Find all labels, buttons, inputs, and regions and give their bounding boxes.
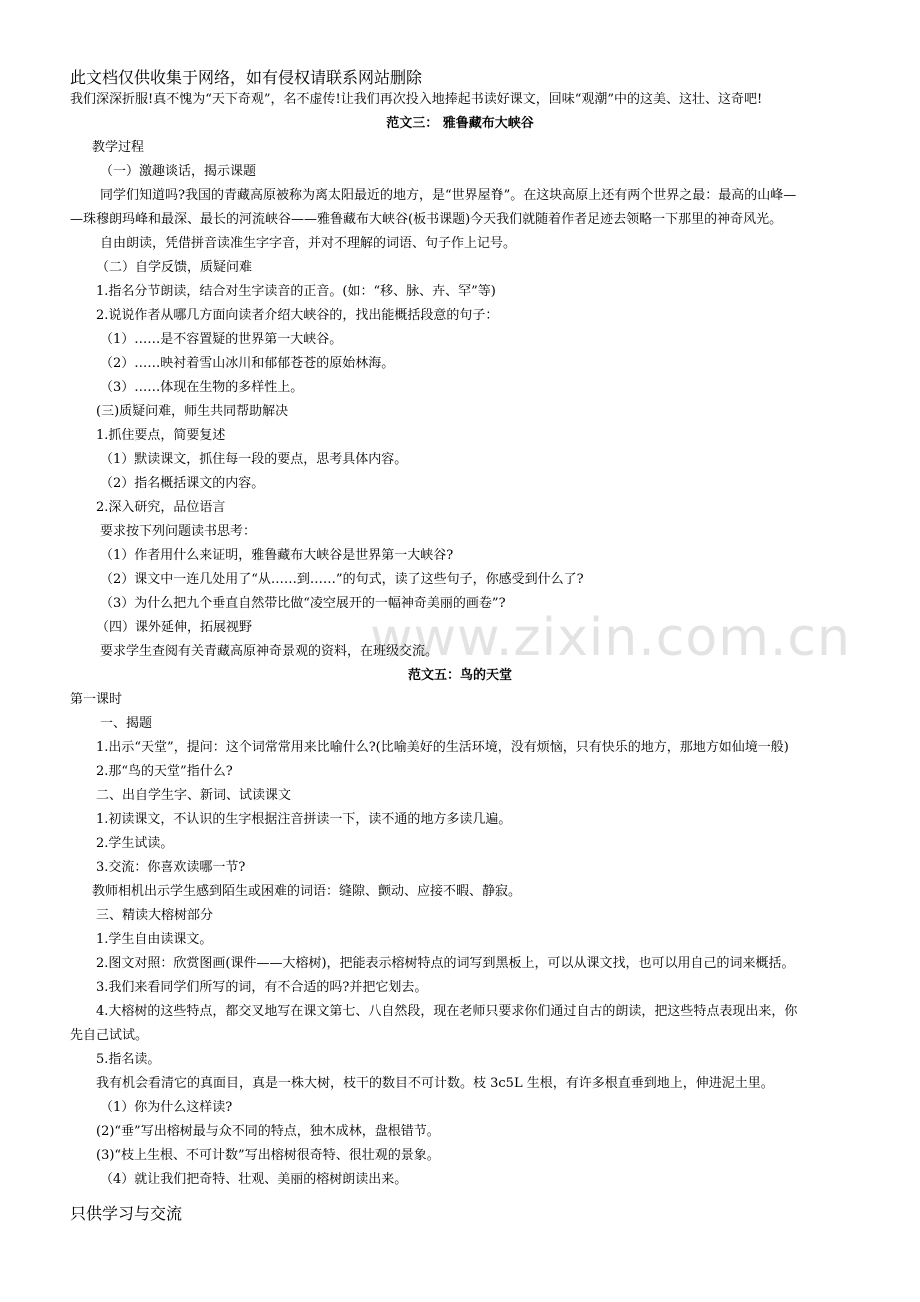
section3-line: 自由朗读，凭借拼音读准生字字音，并对不理解的词语、句子作上记号。 xyxy=(100,236,517,251)
section5-line: (3)“枝上生根、不可计数”写出榕树很奇特、很壮观的景象。 xyxy=(96,1148,440,1163)
section3-line: 2.说说作者从哪几方面向读者介绍大峡谷的，找出能概括段意的句子： xyxy=(96,308,499,323)
section5-line: 1.初读课文，不认识的生字根据注音拼读一下，读不通的地方多读几遍。 xyxy=(96,812,512,827)
section3-line: （3）……体现在生物的多样性上。 xyxy=(100,380,304,395)
section3-line: 1.抓住要点，简要复述 xyxy=(96,428,226,443)
footer-note: 只供学习与交流 xyxy=(70,1204,183,1223)
section3-line: （1）……是不容置疑的世界第一大峡谷。 xyxy=(100,332,343,347)
section3-line: 要求按下列问题读书思考： xyxy=(100,524,257,539)
section5-line: （4）就让我们把奇特、壮观、美丽的榕树朗读出来。 xyxy=(100,1172,408,1187)
section3-line: 1.指名分节朗读，结合对生字读音的正音。(如：“移、脉、卉、罕”等) xyxy=(96,284,496,299)
section5-line: 第一课时 xyxy=(70,692,123,707)
section3-line: (三)质疑问难，师生共同帮助解决 xyxy=(96,404,289,419)
watermark: www.zixin.com.cn xyxy=(370,608,851,668)
section5-line: （1）你为什么这样读? xyxy=(100,1100,233,1115)
section5-line: 一、揭题 xyxy=(100,716,153,731)
disclaimer-header: 此文档仅供收集于网络，如有侵权请联系网站删除 xyxy=(70,68,423,87)
section3-line: （一）激趣谈话，揭示课题 xyxy=(100,164,257,179)
section5-line: 我有机会看清它的真面目，真是一株大树，枝干的数目不可计数。枝 3c5L 生根，有许多根直垂到地上，伸进泥土里。 xyxy=(96,1076,774,1091)
section3-line: —珠穆朗玛峰和最深、最长的河流峡谷——雅鲁藏布大峡谷(板书课题)今天我们就随着作者足迹去领略一下那里的神奇风光。 xyxy=(70,212,783,227)
section3-line: （3）为什么把九个垂直自然带比做“凌空展开的一幅神奇美丽的画卷”? xyxy=(100,596,506,611)
section3-line: 2.深入研究，品位语言 xyxy=(96,500,226,515)
section5-line: 2.图文对照：欣赏图画(课件——大榕树)，把能表示榕树特点的词写到黑板上，可以从课文找，也可以用自己的词来概括。 xyxy=(96,956,795,971)
section3-line: （二）自学反馈，质疑问难 xyxy=(96,260,253,275)
section3-line: （1）默读课文，抓住每一段的要点，思考具体内容。 xyxy=(100,452,408,467)
section3-line: （2）……映衬着雪山冰川和郁郁苍苍的原始林海。 xyxy=(100,356,395,371)
section3-title: 范文三： 雅鲁藏布大峡谷 xyxy=(386,116,534,131)
section5-line: 先自己试试。 xyxy=(70,1028,149,1043)
section5-line: 2.那“鸟的天堂”指什么? xyxy=(96,764,233,779)
section5-line: 3.交流：你喜欢读哪一节? xyxy=(96,860,246,875)
section3-line: 要求学生查阅有关青藏高原神奇景观的资料，在班级交流。 xyxy=(100,644,439,659)
section5-line: 1.学生自由读课文。 xyxy=(96,932,213,947)
section3-line: （四）课外延伸，拓展视野 xyxy=(96,620,253,635)
section5-line: 5.指名读。 xyxy=(96,1052,161,1067)
section3-line: （2）课文中一连几处用了“从……到……”的句式，读了这些句子，你感受到什么了? xyxy=(100,572,584,587)
section3-line: （1）作者用什么来证明，雅鲁藏布大峡谷是世界第一大峡谷? xyxy=(100,548,454,563)
section5-line: 三、精读大榕树部分 xyxy=(96,908,214,923)
intro-paragraph: 我们深深折服!真不愧为“天下奇观”，名不虚传!让我们再次投入地捧起书读好课文，回味“观潮”中的这美、这壮、这奇吧! xyxy=(70,92,763,107)
section3-line: （2）指名概括课文的内容。 xyxy=(100,476,265,491)
section5-line: 3.我们来看同学们所写的词，有不合适的吗?并把它划去。 xyxy=(96,980,428,995)
section3-line: 教学过程 xyxy=(92,140,145,155)
section5-line: (2)“垂”写出榕树最与众不同的特点，独木成林，盘根错节。 xyxy=(96,1124,440,1139)
section5-line: 2.学生试读。 xyxy=(96,836,174,851)
section5-line: 二、出自学生字、新词、试读课文 xyxy=(96,788,292,803)
section5-line: 教师相机出示学生感到陌生或困难的词语：缝隙、颤动、应接不暇、静寂。 xyxy=(92,884,522,899)
section5-title: 范文五：鸟的天堂 xyxy=(407,668,512,683)
section5-line: 4.大榕树的这些特点，都交叉地写在课文第七、八自然段，现在老师只要求你们通过自古的朗读，把这些特点表现出来，你 xyxy=(96,1004,798,1019)
section3-line: 同学们知道吗?我国的青藏高原被称为离太阳最近的地方，是“世界屋脊”。在这块高原上还有两个世界之最：最高的山峰— xyxy=(100,188,797,203)
section5-line: 1.出示“天堂”，提问：这个词常常用来比喻什么?(比喻美好的生活环境，没有烦恼，只有快乐的地方，那地方如仙境一般) xyxy=(96,740,789,755)
